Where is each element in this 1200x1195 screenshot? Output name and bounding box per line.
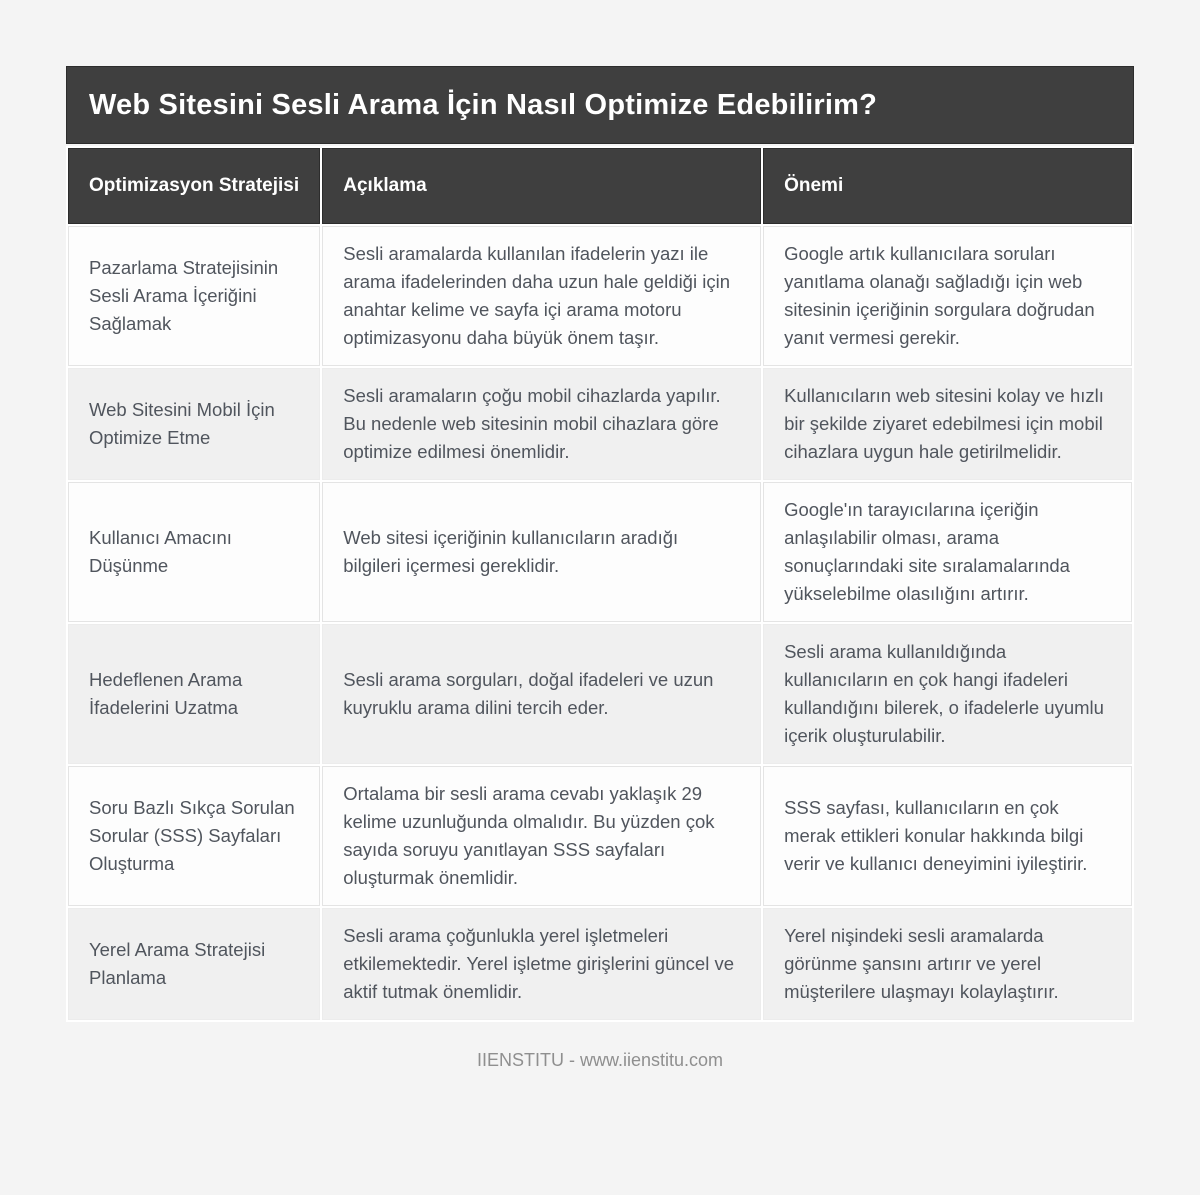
- column-header-description: Açıklama: [322, 148, 761, 224]
- table-wrapper: [66, 146, 1134, 1022]
- importance-cell: Google artık kullanıcılara soruları yanıtlama olanağı sağladığı için web sitesinin içeriğinin sorgulara doğrudan yanıt vermesi gerekir.: [763, 226, 1132, 366]
- table-row: [68, 766, 1132, 906]
- strategy-cell: Soru Bazlı Sıkça Sorulan Sorular (SSS) Sayfaları Oluşturma: [68, 766, 320, 906]
- strategy-cell: Hedeflenen Arama İfadelerini Uzatma: [68, 624, 320, 764]
- description-cell: Ortalama bir sesli arama cevabı yaklaşık 29 kelime uzunluğunda olmalıdır. Bu yüzden çok sayıda soruyu yanıtlayan SSS sayfaları oluşturmak önemlidir.: [322, 766, 761, 906]
- table-header: [68, 148, 1132, 224]
- strategy-cell: Web Sitesini Mobil İçin Optimize Etme: [68, 368, 320, 480]
- importance-cell: Sesli arama kullanıldığında kullanıcıların en çok hangi ifadeleri kullandığını bilerek, o ifadelerle uyumlu içerik oluşturulabilir.: [763, 624, 1132, 764]
- importance-cell: Yerel nişindeki sesli aramalarda görünme şansını artırır ve yerel müşterilere ulaşmayı kolaylaştırır.: [763, 908, 1132, 1020]
- description-cell: Web sitesi içeriğinin kullanıcıların aradığı bilgileri içermesi gereklidir.: [322, 482, 761, 622]
- content-card: [66, 66, 1134, 1022]
- column-header-importance: Önemi: [763, 148, 1132, 224]
- table-row: [68, 624, 1132, 764]
- importance-cell: SSS sayfası, kullanıcıların en çok merak ettikleri konular hakkında bilgi verir ve kullanıcı deneyimini iyileştirir.: [763, 766, 1132, 906]
- table-row: [68, 482, 1132, 622]
- strategy-cell: Kullanıcı Amacını Düşünme: [68, 482, 320, 622]
- page-title: Web Sitesini Sesli Arama İçin Nasıl Optimize Edebilirim?: [66, 66, 1134, 144]
- importance-cell: Google'ın tarayıcılarına içeriğin anlaşılabilir olması, arama sonuçlarındaki site sıralamalarında yükselebilme olasılığını artırır.: [763, 482, 1132, 622]
- strategy-cell: Yerel Arama Stratejisi Planlama: [68, 908, 320, 1020]
- table-body: [68, 226, 1132, 1020]
- table-row: [68, 368, 1132, 480]
- description-cell: Sesli aramaların çoğu mobil cihazlarda yapılır. Bu nedenle web sitesinin mobil cihazlara göre optimize edilmesi önemlidir.: [322, 368, 761, 480]
- importance-cell: Kullanıcıların web sitesini kolay ve hızlı bir şekilde ziyaret edebilmesi için mobil cihazlara uygun hale getirilmelidir.: [763, 368, 1132, 480]
- table-row: [68, 226, 1132, 366]
- footer-credit: IIENSTITU - www.iienstitu.com: [476, 1050, 724, 1070]
- description-cell: Sesli arama sorguları, doğal ifadeleri ve uzun kuyruklu arama dilini tercih eder.: [322, 624, 761, 764]
- description-cell: Sesli arama çoğunlukla yerel işletmeleri etkilemektedir. Yerel işletme girişlerini güncel ve aktif tutmak önemlidir.: [322, 908, 761, 1020]
- header-row: [68, 148, 1132, 224]
- strategy-cell: Pazarlama Stratejisinin Sesli Arama İçeriğini Sağlamak: [68, 226, 320, 366]
- column-header-strategy: Optimizasyon Stratejisi: [68, 148, 320, 224]
- description-cell: Sesli aramalarda kullanılan ifadelerin yazı ile arama ifadelerinden daha uzun hale geldiği için anahtar kelime ve sayfa içi arama motoru optimizasyonu daha büyük önem taşır.: [322, 226, 761, 366]
- table-row: [68, 908, 1132, 1020]
- optimization-table: [66, 146, 1134, 1022]
